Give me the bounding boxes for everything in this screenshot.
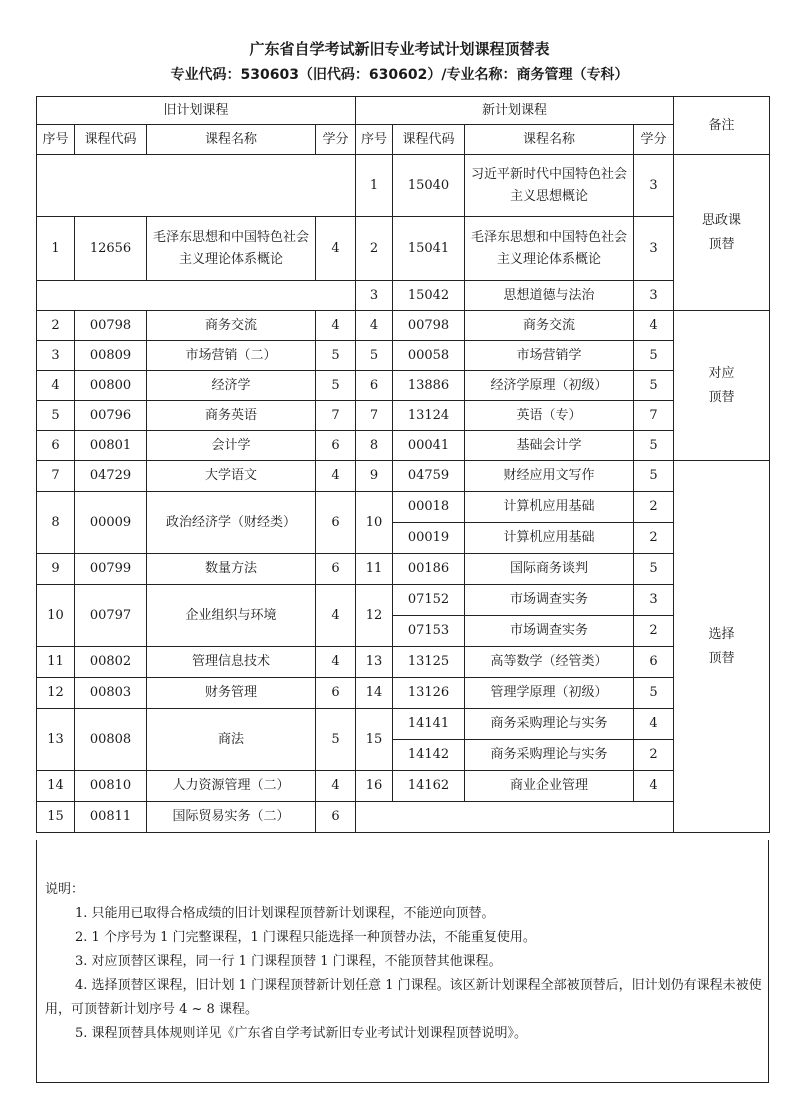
new-empty-cell [356,802,674,833]
new-name: 市场调查实务 [465,616,634,647]
new-code: 00041 [393,431,465,461]
old-credit: 5 [316,341,356,371]
note-4: 4. 选择顶替区课程，旧计划 1 门课程顶替新计划任意 1 门课程。该区新计划课程全部被顶替后，旧计划仍有课程未被使用，可顶替新计划序号 4 ~ 8 课程。 [45,978,762,1017]
new-credit: 2 [634,492,674,523]
old-seq-header: 序号 [37,125,75,155]
new-code: 00798 [393,311,465,341]
new-seq: 13 [356,647,393,678]
group-label-corresponding: 对应 顶替 [674,311,770,461]
old-seq: 11 [37,647,75,678]
old-code: 00009 [75,492,147,554]
old-name: 商务英语 [147,401,316,431]
old-credit: 4 [316,461,356,492]
table-row [37,492,770,523]
group-label-selective: 选择 顶替 [674,461,770,833]
old-credit: 6 [316,554,356,585]
new-code: 13124 [393,401,465,431]
old-name: 商务交流 [147,311,316,341]
old-seq: 3 [37,341,75,371]
old-seq: 7 [37,461,75,492]
table-row [37,217,770,281]
old-code: 00800 [75,371,147,401]
new-credit-header: 学分 [634,125,674,155]
new-name: 思想道德与法治 [465,281,634,311]
new-seq: 10 [356,492,393,554]
new-name: 英语（专） [465,401,634,431]
old-code: 00811 [75,802,147,833]
new-credit: 3 [634,585,674,616]
old-code: 00796 [75,401,147,431]
table-row [37,281,770,311]
new-name: 商业企业管理 [465,771,634,802]
new-name-header: 课程名称 [465,125,634,155]
old-seq: 13 [37,709,75,771]
new-name: 计算机应用基础 [465,492,634,523]
old-empty-cell [37,155,356,217]
new-name: 商务交流 [465,311,634,341]
new-code: 15042 [393,281,465,311]
new-credit: 4 [634,709,674,740]
new-code: 07152 [393,585,465,616]
old-credit-header: 学分 [316,125,356,155]
new-seq: 4 [356,311,393,341]
new-credit: 6 [634,647,674,678]
new-code: 13126 [393,678,465,709]
note-1: 1. 只能用已取得合格成绩的旧计划课程顶替新计划课程，不能逆向顶替。 [75,906,495,921]
table-row [37,678,770,709]
new-name: 高等数学（经管类） [465,647,634,678]
notes-heading: 说明： [45,882,85,897]
new-credit: 3 [634,281,674,311]
new-credit: 5 [634,341,674,371]
note-3: 3. 对应顶替区课程，同一行 1 门课程顶替 1 门课程，不能顶替其他课程。 [75,954,502,969]
new-seq: 2 [356,217,393,281]
old-name: 经济学 [147,371,316,401]
new-seq: 1 [356,155,393,217]
table-row [37,647,770,678]
course-substitution-table [36,96,770,833]
old-credit: 4 [316,647,356,678]
old-credit: 5 [316,371,356,401]
old-name: 商法 [147,709,316,771]
old-seq: 9 [37,554,75,585]
new-credit: 5 [634,461,674,492]
new-seq: 14 [356,678,393,709]
old-credit: 6 [316,492,356,554]
old-code: 00809 [75,341,147,371]
new-code: 00018 [393,492,465,523]
new-credit: 5 [634,431,674,461]
new-credit: 2 [634,616,674,647]
new-plan-header: 新计划课程 [356,97,674,125]
old-credit: 6 [316,678,356,709]
new-credit: 5 [634,554,674,585]
old-code: 00798 [75,311,147,341]
table-row [37,709,770,740]
group-label-ideology: 思政课 顶替 [674,155,770,311]
new-credit: 4 [634,771,674,802]
old-name: 会计学 [147,431,316,461]
old-seq: 15 [37,802,75,833]
new-name: 国际商务谈判 [465,554,634,585]
new-credit: 2 [634,740,674,771]
new-code: 14162 [393,771,465,802]
table-row [37,431,770,461]
old-seq: 14 [37,771,75,802]
table-row [37,311,770,341]
old-name: 毛泽东思想和中国特色社会主义理论体系概论 [147,217,316,281]
old-seq: 4 [37,371,75,401]
new-name: 经济学原理（初级） [465,371,634,401]
old-name: 市场营销（二） [147,341,316,371]
old-code-header: 课程代码 [75,125,147,155]
old-name-header: 课程名称 [147,125,316,155]
old-credit: 4 [316,585,356,647]
new-credit: 7 [634,401,674,431]
new-name: 基础会计学 [465,431,634,461]
new-credit: 2 [634,523,674,554]
table-header-row [37,125,770,155]
old-name: 企业组织与环境 [147,585,316,647]
old-credit: 7 [316,401,356,431]
new-seq: 11 [356,554,393,585]
table-row [37,371,770,401]
new-seq: 12 [356,585,393,647]
new-code: 14141 [393,709,465,740]
old-credit: 4 [316,771,356,802]
old-empty-cell [37,281,356,311]
new-code: 13125 [393,647,465,678]
new-name: 商务采购理论与实务 [465,740,634,771]
page-title: 广东省自学考试新旧专业考试计划课程顶替表 [249,40,550,58]
old-seq: 8 [37,492,75,554]
new-seq: 5 [356,341,393,371]
old-seq: 2 [37,311,75,341]
old-name: 国际贸易实务（二） [147,802,316,833]
new-code: 04759 [393,461,465,492]
table-row [37,155,770,217]
table-row [37,802,770,833]
old-code: 00808 [75,709,147,771]
new-seq: 3 [356,281,393,311]
notes-section [36,840,769,1083]
old-seq: 12 [37,678,75,709]
new-seq: 15 [356,709,393,771]
new-credit: 3 [634,155,674,217]
old-code: 00801 [75,431,147,461]
new-seq-header: 序号 [356,125,393,155]
new-code: 00019 [393,523,465,554]
new-seq: 6 [356,371,393,401]
new-code: 14142 [393,740,465,771]
new-name: 管理学原理（初级） [465,678,634,709]
note-5: 5. 课程顶替具体规则详见《广东省自学考试新旧专业考试计划课程顶替说明》。 [75,1026,528,1041]
page-subtitle: 专业代码：530603（旧代码：630602）/专业名称：商务管理（专科） [170,67,629,83]
new-seq: 9 [356,461,393,492]
old-name: 人力资源管理（二） [147,771,316,802]
old-seq: 6 [37,431,75,461]
old-credit: 4 [316,217,356,281]
table-row [37,401,770,431]
old-code: 00799 [75,554,147,585]
old-name: 财务管理 [147,678,316,709]
new-name: 毛泽东思想和中国特色社会主义理论体系概论 [465,217,634,281]
new-credit: 3 [634,217,674,281]
table-row [37,585,770,616]
note-2: 2. 1 个序号为 1 门完整课程，1 门课程只能选择一种顶替办法，不能重复使用。 [75,930,536,945]
old-name: 数量方法 [147,554,316,585]
new-credit: 5 [634,371,674,401]
old-code: 00810 [75,771,147,802]
new-seq: 7 [356,401,393,431]
new-name: 计算机应用基础 [465,523,634,554]
new-seq: 8 [356,431,393,461]
table-row [37,461,770,492]
old-name: 管理信息技术 [147,647,316,678]
new-name: 习近平新时代中国特色社会主义思想概论 [465,155,634,217]
new-name: 财经应用文写作 [465,461,634,492]
old-code: 00803 [75,678,147,709]
new-name: 商务采购理论与实务 [465,709,634,740]
new-name: 市场调查实务 [465,585,634,616]
old-code: 00802 [75,647,147,678]
old-credit: 6 [316,431,356,461]
new-code: 00058 [393,341,465,371]
old-code: 00797 [75,585,147,647]
table-row [37,341,770,371]
old-credit: 6 [316,802,356,833]
new-credit: 4 [634,311,674,341]
table-header-group-row [37,97,770,125]
old-name: 政治经济学（财经类） [147,492,316,554]
new-code: 00186 [393,554,465,585]
new-credit: 5 [634,678,674,709]
new-name: 市场营销学 [465,341,634,371]
remark-header: 备注 [674,97,770,155]
old-seq: 10 [37,585,75,647]
old-seq: 5 [37,401,75,431]
old-code: 04729 [75,461,147,492]
old-name: 大学语文 [147,461,316,492]
new-code: 13886 [393,371,465,401]
table-row [37,771,770,802]
new-code: 15041 [393,217,465,281]
new-code: 15040 [393,155,465,217]
old-code: 12656 [75,217,147,281]
new-code: 07153 [393,616,465,647]
old-credit: 5 [316,709,356,771]
table-row [37,554,770,585]
old-seq: 1 [37,217,75,281]
old-credit: 4 [316,311,356,341]
old-plan-header: 旧计划课程 [37,97,356,125]
new-code-header: 课程代码 [393,125,465,155]
new-seq: 16 [356,771,393,802]
